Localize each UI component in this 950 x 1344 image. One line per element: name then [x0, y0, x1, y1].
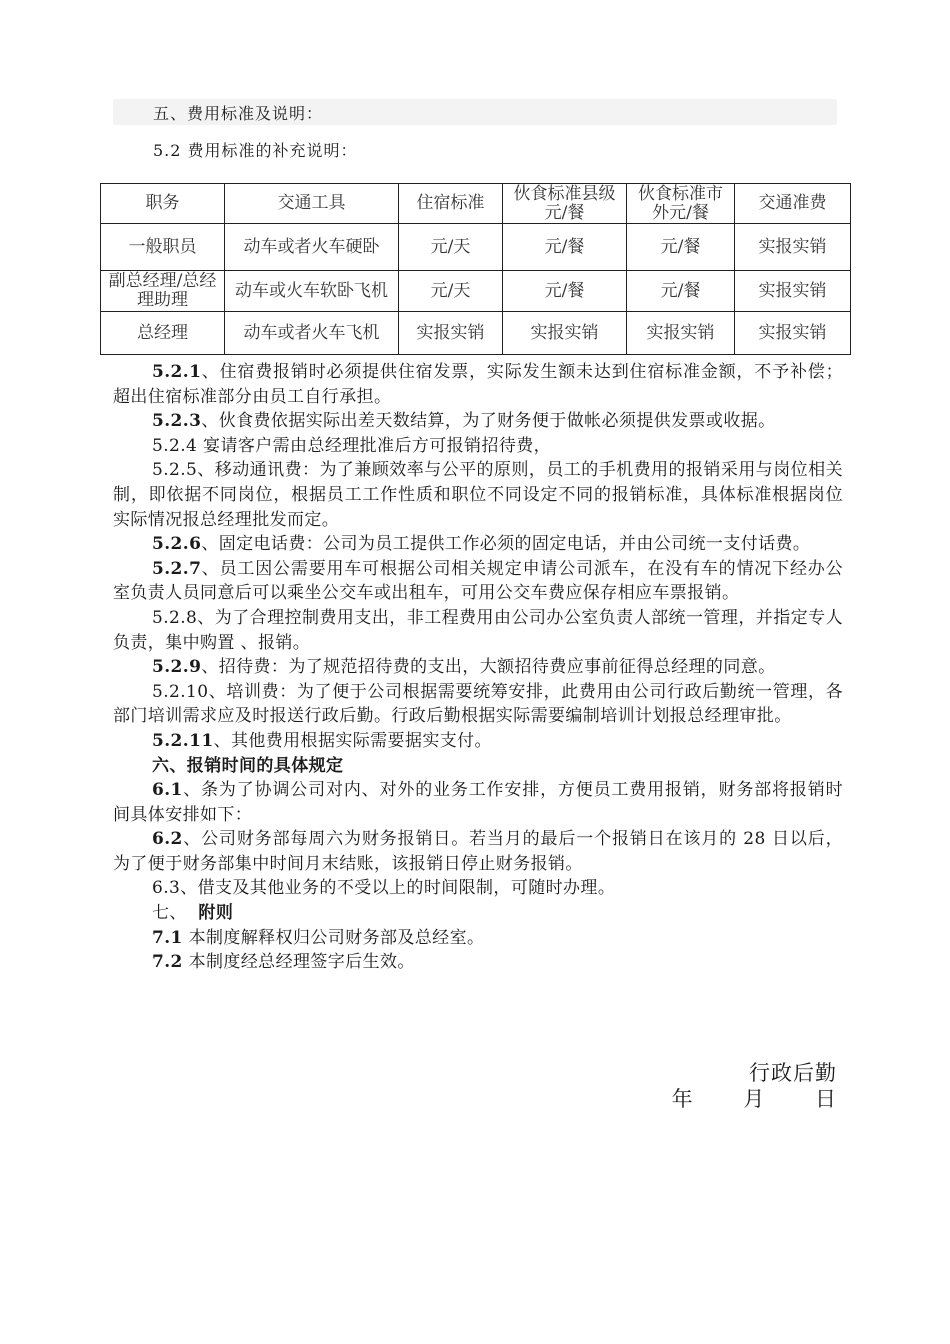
table-cell: 元/天 [399, 224, 503, 271]
table-cell: 一般职员 [101, 224, 225, 271]
clause-number: 5.2.3 [152, 411, 202, 432]
paragraph-5-2-11 [113, 729, 843, 754]
signature-department: 行政后勤 [749, 1061, 837, 1085]
clause-text: 、公司财务部每周六为财务报销日。若当月的最后一个报销日在该月的 28 日以后，为了便于财务部集中时间月末结账，该报销日停止财务报销。 [113, 829, 843, 874]
header-lodging: 住宿标准 [399, 184, 503, 224]
table-cell: 动车或者火车硬卧 [225, 224, 399, 271]
table-row [101, 224, 851, 271]
clause-number: 5.2.11 [152, 730, 214, 751]
paragraph-7-1 [113, 926, 843, 951]
clause-number: 5.2.6 [152, 534, 202, 555]
table-cell: 动车或者火车飞机 [225, 312, 399, 355]
table-header-row [101, 184, 851, 224]
paragraph-5-2-6 [113, 532, 843, 557]
header-transport: 交通工具 [225, 184, 399, 224]
date-month: 月 [743, 1087, 766, 1111]
paragraph-7-2 [113, 950, 843, 975]
section-7-title: 附则 [198, 903, 234, 924]
clause-text: 、条为了协调公司对内、对外的业务工作安排，方便员工费用报销，财务部将报销时间具体安排如下： [113, 780, 843, 825]
clause-text: 、固定电话费：公司为员工提供工作必须的固定电话，并由公司统一支付话费。 [201, 534, 811, 555]
table-cell: 实报实销 [735, 271, 851, 312]
paragraph-6-2 [113, 827, 843, 876]
table-cell: 元/天 [399, 271, 503, 312]
paragraph-5-2-4: 5.2.4 宴请客户需由总经理批准后方可报销招待费， [152, 435, 552, 456]
paragraph-6-3: 6.3、借支及其他业务的不受以上的时间限制，可随时办理。 [152, 878, 616, 899]
section-7-heading [113, 901, 843, 926]
table-cell: 动车或火车软卧飞机 [225, 271, 399, 312]
header-meal-city: 伙食标准市外元/餐 [627, 184, 735, 224]
clause-text: 、招待费：为了规范招待费的支出，大额招待费应事前征得总经理的同意。 [201, 657, 776, 678]
table-cell: 总经理 [101, 312, 225, 355]
paragraph-6-1 [113, 778, 843, 827]
section-5-2-subheading: 5.2 费用标准的补充说明： [153, 141, 358, 160]
clause-text: 、其他费用根据实际需要据实支付。 [213, 730, 492, 751]
clause-number: 7.1 [152, 927, 183, 948]
header-transport-fee: 交通准费 [735, 184, 851, 224]
paragraph-5-2-7 [113, 557, 843, 606]
clause-number: 7.2 [152, 952, 183, 973]
clause-text: 、住宿费报销时必须提供住宿发票，实际发生额未达到住宿标准金额，不予补偿；超出住宿标准部分由员工自行承担。 [113, 362, 843, 407]
clause-text: 本制度解释权归公司财务部及总经室。 [182, 927, 485, 948]
table-cell: 实报实销 [735, 224, 851, 271]
table-cell: 元/餐 [627, 271, 735, 312]
paragraph-5-2-8: 5.2.8、为了合理控制费用支出，非工程费用由公司办公室负责人部统一管理，并指定专人负责，集中购置 、报销。 [113, 607, 843, 653]
table-cell: 实报实销 [399, 312, 503, 355]
table-cell: 元/餐 [503, 224, 627, 271]
section-5-heading: 五、费用标准及说明： [153, 104, 324, 123]
header-meal-county: 伙食标准县级元/餐 [503, 184, 627, 224]
table-row [101, 271, 851, 312]
section-6-heading [113, 754, 843, 779]
signature-date [648, 1083, 837, 1113]
clause-number: 5.2.7 [152, 558, 202, 579]
expense-standard-table [100, 183, 851, 355]
policy-body [113, 360, 843, 975]
date-year: 年 [671, 1087, 694, 1111]
table-cell: 实报实销 [503, 312, 627, 355]
table-row [101, 312, 851, 355]
paragraph-5-2-1 [113, 360, 843, 409]
paragraph-5-2-5: 5.2.5、移动通讯费：为了兼顾效率与公平的原则，员工的手机费用的报销采用与岗位相关制，即依据不同岗位，根据员工工作性质和职位不同设定不同的报销标准，具体标准根据岗位实际情况报总经理批发而定。 [113, 460, 843, 530]
paragraph-5-2-10: 5.2.10、培训费：为了便于公司根据需要统筹安排，此费用由公司行政后勤统一管理，各部门培训需求应及时报送行政后勤。行政后勤根据实际需要编制培训计划报总经理审批。 [113, 681, 843, 727]
clause-text: 、伙食费依据实际出差天数结算，为了财务便于做帐必须提供发票或收据。 [201, 411, 776, 432]
section-6-heading-text: 六、报销时间的具体规定 [152, 755, 344, 776]
table-cell: 元/餐 [503, 271, 627, 312]
paragraph-5-2-9 [113, 655, 843, 680]
section-5-heading-bar [113, 99, 837, 125]
header-position: 职务 [101, 184, 225, 224]
table-cell: 元/餐 [627, 224, 735, 271]
clause-number: 5.2.1 [152, 362, 202, 382]
section-7-prefix: 七、 [152, 903, 187, 924]
date-day: 日 [815, 1087, 837, 1111]
clause-number: 5.2.9 [152, 657, 202, 678]
clause-text: 本制度经总经理签字后生效。 [182, 952, 415, 973]
paragraph-5-2-3 [113, 409, 843, 434]
table-cell: 实报实销 [627, 312, 735, 355]
clause-text: 、员工因公需要用车可根据公司相关规定申请公司派车，在没有车的情况下经办公室负责人员同意后可以乘坐公交车或出租车，可用公交车费应保存相应车票报销。 [113, 558, 843, 604]
clause-number: 6.1 [152, 780, 183, 801]
clause-number: 6.2 [152, 829, 183, 850]
table-cell: 实报实销 [735, 312, 851, 355]
table-cell: 副总经理/总经理助理 [101, 271, 225, 312]
